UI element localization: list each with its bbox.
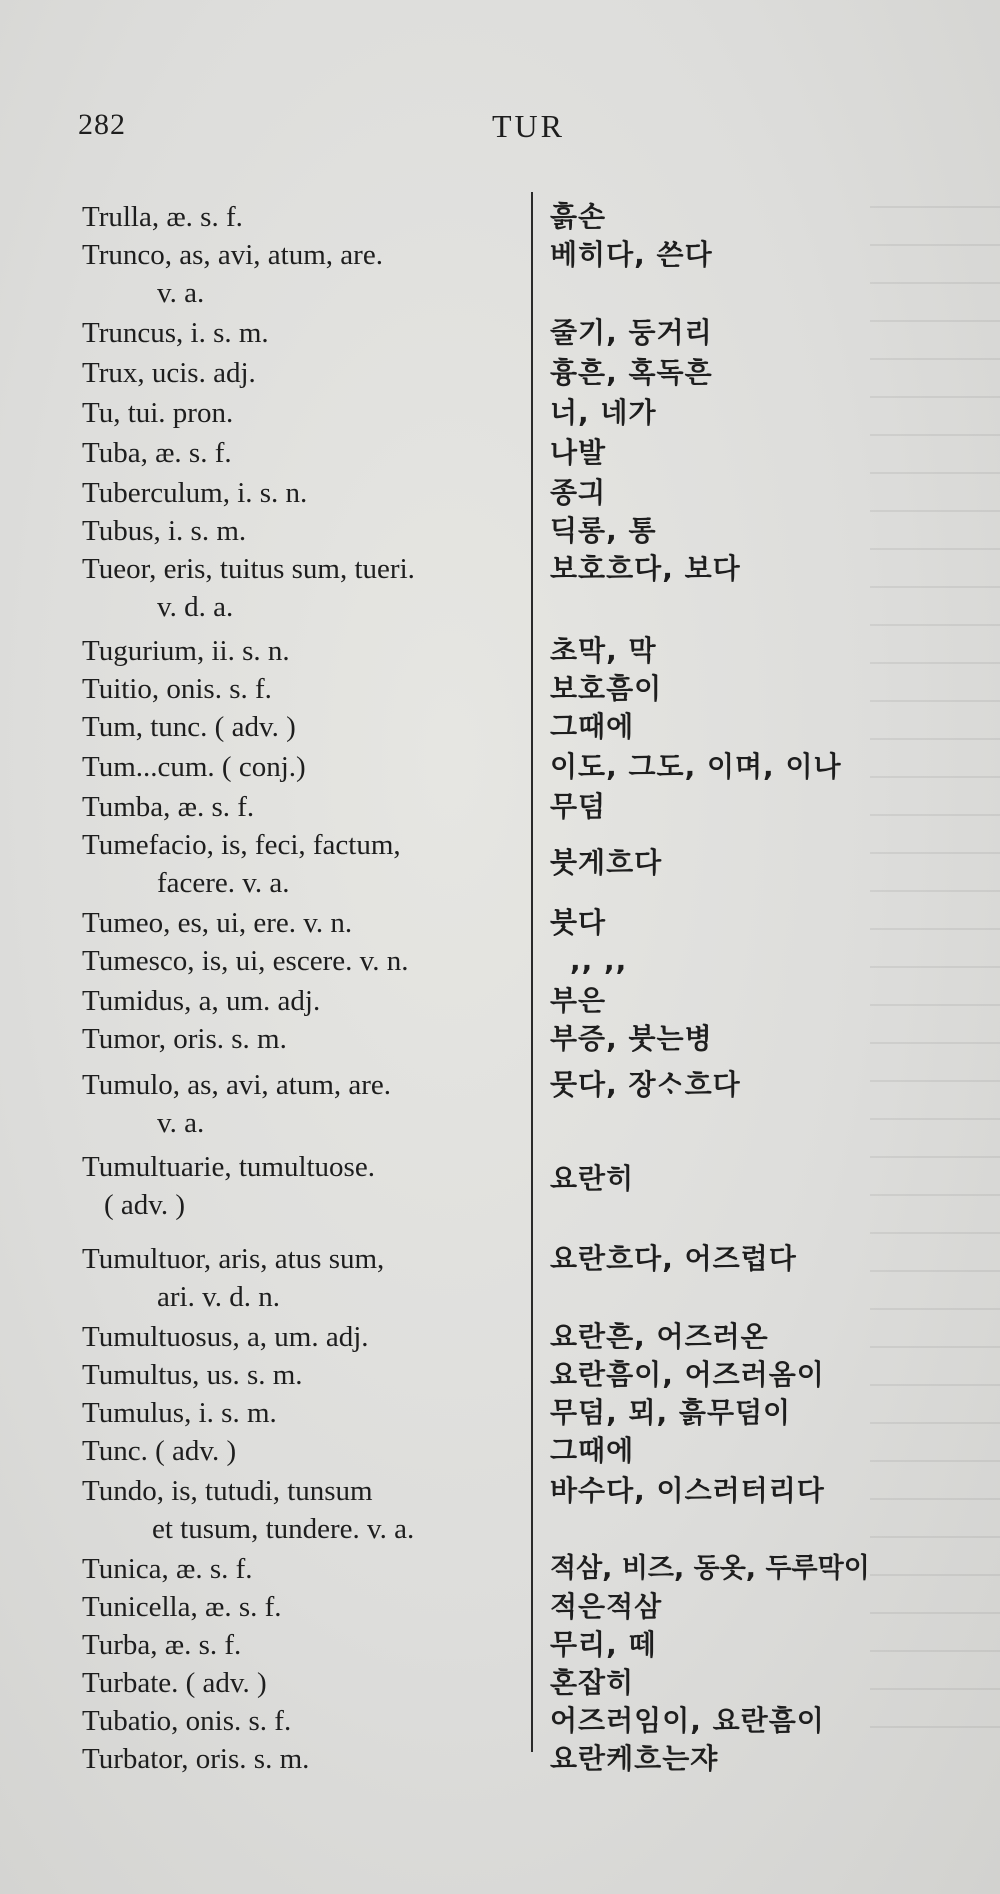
latin-line: Tueor, eris, tuitus sum, tueri. — [82, 553, 415, 585]
latin-headword — [82, 942, 522, 980]
latin-line: Tunc. ( adv. ) — [82, 1435, 237, 1467]
latin-continuation: v. d. a. — [157, 591, 234, 623]
korean-gloss: 그때에 — [550, 1434, 635, 1467]
korean-ditto: ,, ,, — [570, 944, 628, 977]
korean-gloss: 그때에 — [550, 710, 635, 743]
latin-line: Trux, ucis. adj. — [82, 357, 256, 389]
page-number: 282 — [78, 108, 126, 141]
latin-line: Tumultuarie, tumultuose. — [82, 1151, 375, 1183]
latin-line: Tundo, is, tutudi, tunsum — [82, 1475, 373, 1507]
latin-headword — [82, 632, 522, 670]
running-head: TUR — [492, 108, 565, 144]
korean-gloss: 혼잡히 — [550, 1666, 635, 1699]
korean-gloss: 적삼, 비즈, 동옷, 두루막이 — [550, 1553, 870, 1584]
korean-gloss: 부은 — [550, 984, 607, 1017]
latin-continuation: ari. v. d. n. — [157, 1281, 280, 1313]
latin-headword — [82, 670, 522, 708]
show-through-texture — [870, 180, 1000, 1740]
korean-gloss: 너, 네가 — [550, 396, 657, 429]
latin-headword — [82, 394, 522, 432]
korean-gloss: 베히다, 쓴다 — [550, 238, 713, 271]
latin-headword — [82, 1588, 522, 1626]
latin-line: Truncus, i. s. m. — [82, 317, 269, 349]
latin-headword — [82, 748, 522, 786]
latin-headword — [82, 1626, 522, 1664]
latin-headword — [82, 1664, 522, 1702]
korean-gloss: 보호흠이 — [550, 672, 663, 705]
latin-line: Tuba, æ. s. f. — [82, 437, 232, 469]
latin-continuation: v. a. — [157, 1107, 205, 1139]
korean-gloss: 흙손 — [550, 200, 607, 233]
latin-line: Tumefacio, is, feci, factum, — [82, 829, 401, 861]
latin-line: Tumeo, es, ui, ere. v. n. — [82, 907, 353, 939]
latin-headword — [82, 1318, 522, 1356]
korean-gloss: 나발 — [550, 436, 607, 469]
korean-gloss: 부증, 붓는병 — [550, 1022, 713, 1055]
latin-line: Tumba, æ. s. f. — [82, 791, 255, 823]
korean-gloss: 어즈러임이, 요란흠이 — [550, 1704, 825, 1737]
latin-continuation: facere. v. a. — [157, 867, 290, 899]
latin-headword — [82, 474, 522, 512]
latin-line: Tumulus, i. s. m. — [82, 1397, 277, 1429]
latin-line: Turba, æ. s. f. — [82, 1629, 242, 1661]
latin-headword — [82, 826, 522, 902]
korean-gloss: 이도, 그도, 이며, 이나 — [550, 750, 842, 783]
korean-gloss: 뭇다, 장ᄉᆞ흐다 — [550, 1068, 741, 1101]
latin-line: Tumesco, is, ui, escere. v. n. — [82, 945, 409, 977]
latin-headword — [82, 198, 522, 236]
latin-line: Tumor, oris. s. m. — [82, 1023, 287, 1055]
latin-headword — [82, 1356, 522, 1394]
korean-gloss: 보호흐다, 보다 — [550, 552, 741, 585]
korean-gloss: 요란흔, 어즈러온 — [550, 1320, 769, 1353]
latin-line: Tuberculum, i. s. n. — [82, 477, 308, 509]
latin-headword — [82, 1740, 522, 1778]
latin-line: Tumidus, a, um. adj. — [82, 985, 321, 1017]
korean-gloss: 요란흐다, 어즈럽다 — [550, 1242, 797, 1275]
latin-line: Tumultus, us. s. m. — [82, 1359, 303, 1391]
korean-gloss: 흉흔, 혹독흔 — [550, 356, 713, 389]
latin-headword — [82, 1472, 522, 1548]
korean-gloss: 붓다 — [550, 906, 607, 939]
latin-headword — [82, 1432, 522, 1470]
latin-line: Tubus, i. s. m. — [82, 515, 247, 547]
korean-gloss: 딕롱, 통 — [550, 514, 657, 547]
korean-gloss: 초막, 막 — [550, 634, 657, 667]
latin-headword — [82, 236, 522, 312]
latin-line: Tuitio, onis. s. f. — [82, 673, 272, 705]
latin-line: Tunica, æ. s. f. — [82, 1553, 253, 1585]
latin-headword — [82, 512, 522, 550]
korean-gloss: 적은적삼 — [550, 1590, 663, 1623]
latin-line: Turbate. ( adv. ) — [82, 1667, 267, 1699]
latin-line: Tubatio, onis. s. f. — [82, 1705, 292, 1737]
latin-line: Turbator, oris. s. m. — [82, 1743, 310, 1775]
korean-gloss: 무덤 — [550, 790, 607, 823]
korean-gloss: 바수다, 이스러터리다 — [550, 1474, 825, 1507]
korean-gloss: 무리, 떼 — [550, 1628, 657, 1661]
latin-continuation: ( adv. ) — [104, 1189, 186, 1221]
latin-headword — [82, 982, 522, 1020]
latin-headword — [82, 788, 522, 826]
latin-headword — [82, 550, 522, 626]
latin-line: Tum...cum. ( conj.) — [82, 751, 306, 783]
latin-headword — [82, 1020, 522, 1058]
latin-headword — [82, 708, 522, 746]
latin-continuation: v. a. — [157, 277, 205, 309]
latin-headword — [82, 314, 522, 352]
latin-line: Tugurium, ii. s. n. — [82, 635, 290, 667]
latin-headword — [82, 1066, 522, 1142]
korean-gloss: 요란히 — [550, 1162, 635, 1195]
latin-line: Tumulo, as, avi, atum, are. — [82, 1069, 392, 1101]
latin-line: Tunicella, æ. s. f. — [82, 1591, 282, 1623]
latin-headword — [82, 434, 522, 472]
latin-line: Trulla, æ. s. f. — [82, 201, 243, 233]
latin-headword — [82, 904, 522, 942]
latin-continuation: et tusum, tundere. v. a. — [152, 1513, 415, 1545]
latin-headword — [82, 1550, 522, 1588]
latin-line: Tum, tunc. ( adv. ) — [82, 711, 296, 743]
korean-gloss: 요란흠이, 어즈러옴이 — [550, 1358, 825, 1391]
latin-line: Tumultuosus, a, um. adj. — [82, 1321, 369, 1353]
latin-headword — [82, 1702, 522, 1740]
korean-gloss: 줄기, 둥거리 — [550, 316, 713, 349]
korean-gloss: 요란케흐는쟈 — [550, 1742, 719, 1775]
latin-headword — [82, 1148, 522, 1224]
latin-headword — [82, 354, 522, 392]
latin-line: Trunco, as, avi, atum, are. — [82, 239, 383, 271]
korean-gloss: 무덤, 뫼, 흙무덤이 — [550, 1396, 792, 1429]
korean-gloss: 붓게흐다 — [550, 846, 663, 879]
korean-gloss: 종긔 — [550, 476, 607, 509]
latin-headword — [82, 1240, 522, 1316]
latin-line: Tu, tui. pron. — [82, 397, 234, 429]
latin-line: Tumultuor, aris, atus sum, — [82, 1243, 385, 1275]
latin-headword — [82, 1394, 522, 1432]
